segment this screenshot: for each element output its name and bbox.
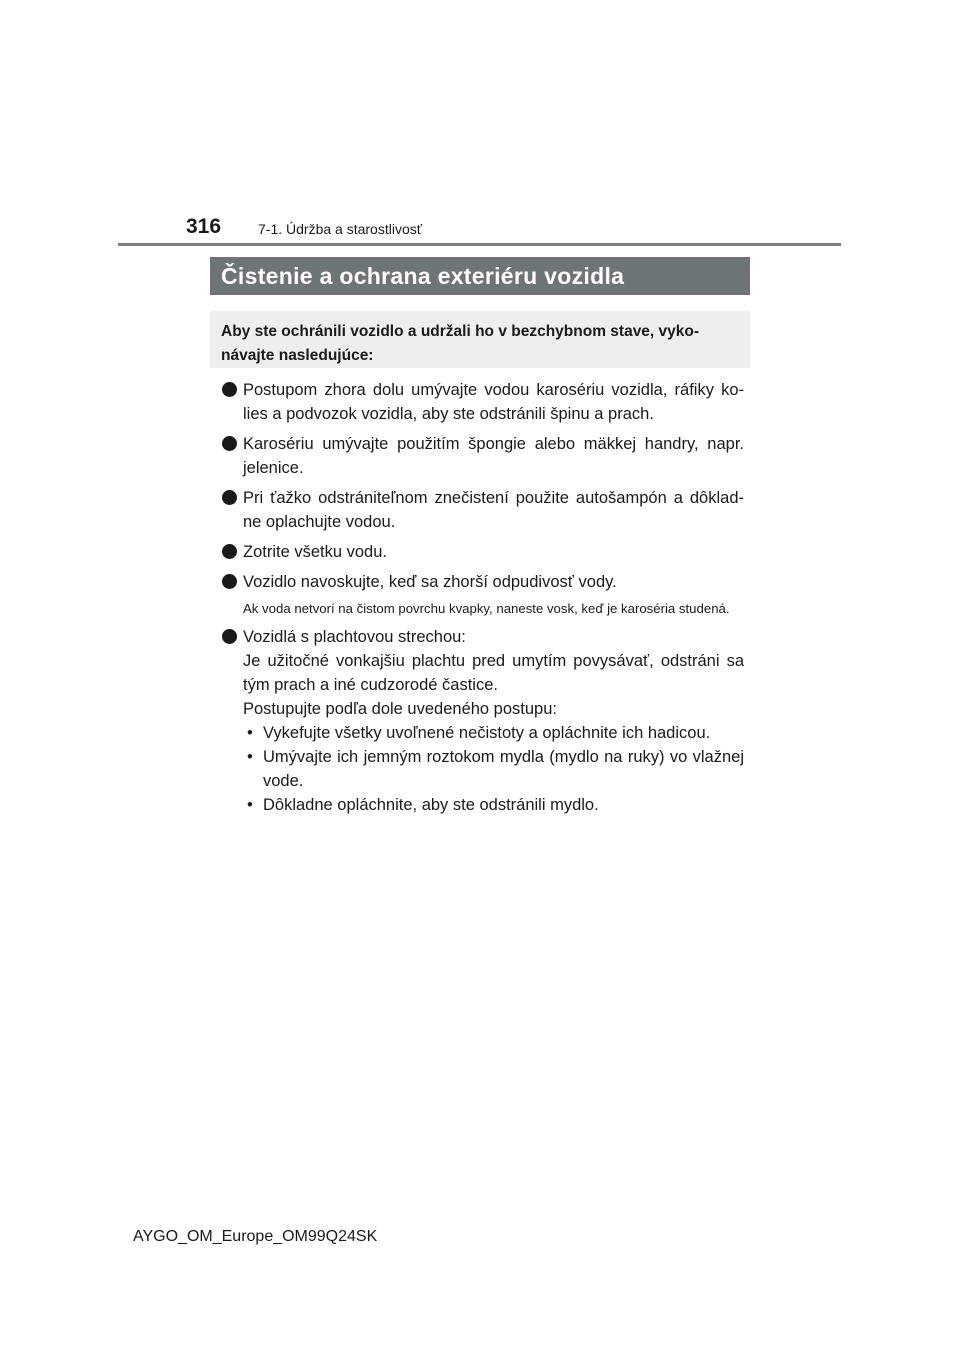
list-item-text: Postupom zhora dolu umývajte vodou karosériu vozidla, ráfiky ko-lies a podvozok vozidla, aby ste odstránili špinu a prach. — [243, 381, 744, 423]
small-bullet-icon: • — [247, 748, 253, 766]
list-item-text: Vozidlo navoskujte, keď sa zhorší odpudivosť vody. — [243, 573, 617, 591]
list-item — [222, 378, 744, 426]
list-item — [222, 486, 744, 534]
note-text: Ak voda netvorí na čistom povrchu kvapky, naneste vosk, keď je karoséria studená. — [243, 601, 730, 616]
procedure-step-text: Umývajte ich jemným roztokom mydla (mydlo na ruky) vo vlažnej vode. — [263, 748, 744, 790]
bullet-icon — [222, 544, 237, 559]
page-number: 316 — [186, 215, 222, 238]
bullet-icon — [222, 629, 237, 644]
procedure-intro: Postupujte podľa dole uvedeného postupu: — [243, 700, 557, 718]
bullet-icon — [222, 382, 237, 397]
content-body — [222, 378, 744, 823]
list-item — [222, 540, 744, 564]
chapter-title: 7-1. Údržba a starostlivosť — [258, 221, 422, 237]
bullet-icon — [222, 436, 237, 451]
procedure-step-text: Vykefujte všetky uvoľnené nečistoty a opláchnite ich hadicou. — [263, 724, 711, 742]
procedure-step-text: Dôkladne opláchnite, aby ste odstránili mydlo. — [263, 796, 599, 814]
document-id: AYGO_OM_Europe_OM99Q24SK — [133, 1228, 378, 1245]
list-item-text: Karosériu umývajte použitím špongie alebo mäkkej handry, napr. jelenice. — [243, 435, 744, 477]
header-rule — [118, 243, 841, 246]
list-item-text: Pri ťažko odstrániteľnom znečistení použite autošampón a dôklad-ne oplachujte vodou. — [243, 489, 744, 531]
list-item-text: Zotrite všetku vodu. — [243, 543, 387, 561]
small-bullet-icon: • — [247, 724, 253, 742]
list-item — [222, 432, 744, 480]
section-title: Čistenie a ochrana exteriéru vozidla — [210, 257, 750, 295]
list-item-soft-top — [222, 625, 744, 817]
section-intro: Aby ste ochránili vozidlo a udržali ho v bezchybnom stave, vyko-návajte nasledujúce: — [210, 311, 750, 368]
bullet-icon — [222, 490, 237, 505]
list-item — [222, 570, 744, 594]
soft-top-text: Je užitočné vonkajšiu plachtu pred umytím povysávať, odstráni sa tým prach a iné cudzorodé častice. — [243, 652, 744, 694]
procedure-step — [247, 745, 744, 793]
procedure-step — [247, 793, 744, 817]
soft-top-heading: Vozidlá s plachtovou strechou: — [243, 628, 466, 646]
procedure-step — [247, 721, 744, 745]
small-bullet-icon: • — [247, 796, 253, 814]
bullet-icon — [222, 574, 237, 589]
